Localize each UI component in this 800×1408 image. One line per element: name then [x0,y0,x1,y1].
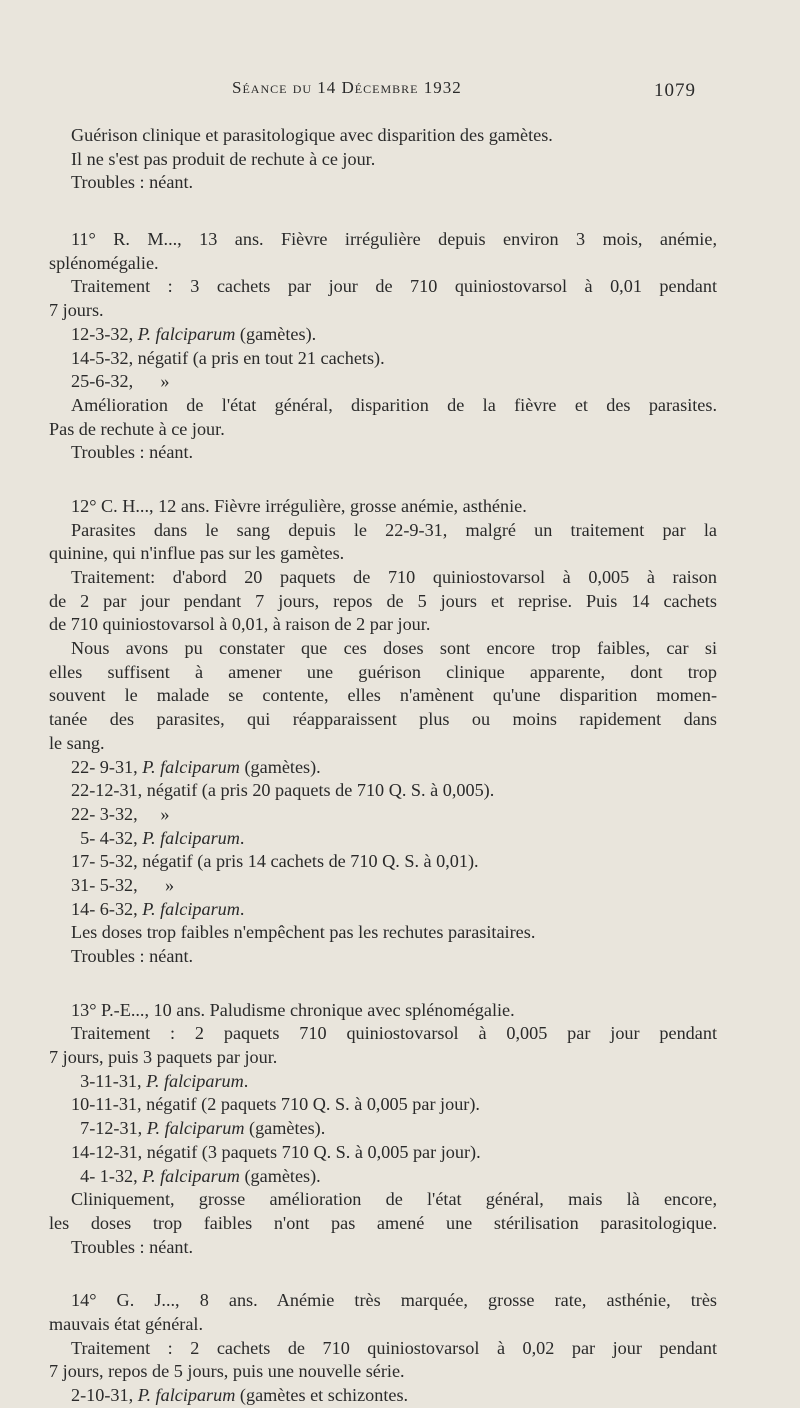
text-line: Pas de rechute à ce jour. [49,418,225,439]
text-line: 12° C. H..., 12 ans. Fièvre irrégulière, grosse anémie, asthénie. [71,495,527,516]
text-line: Troubles : néant. [71,172,194,193]
paragraph-gap [49,195,717,228]
text-line: le sang. [49,732,105,753]
text-line: elles suffisent à amener une guérison clinique apparente, dont trop [49,661,717,682]
text-line: 5- 4-32, P. falciparum. [71,827,245,848]
text-line: 31- 5-32, » [71,874,175,895]
paragraph-gap [49,1259,717,1289]
case-block [49,999,717,1260]
text-line: 7-12-31, P. falciparum (gamètes). [71,1118,326,1139]
text-line: Il ne s'est pas produit de rechute à ce jour. [71,148,376,169]
text-line: Nous avons pu constater que ces doses sont encore trop faibles, car si [71,638,717,659]
text-line: 12-3-32, P. falciparum (gamètes). [71,323,317,344]
text-line: 14-5-32, négatif (a pris en tout 21 cachets). [71,347,385,368]
text-line: tanée des parasites, qui réapparaissent plus ou moins rapidement dans [49,709,717,730]
text-line: Parasites dans le sang depuis le 22-9-31, malgré un traitement par la [71,519,717,540]
text-line: splénomégalie. [49,252,159,273]
text-line: Troubles : néant. [71,1236,194,1257]
text-line: 14° G. J..., 8 ans. Anémie très marquée, grosse rate, asthénie, très [71,1290,717,1311]
text-line: 17- 5-32, négatif (a pris 14 cachets de 710 Q. S. à 0,01). [71,851,479,872]
text-line: 13° P.-E..., 10 ans. Paludisme chronique avec splénomégalie. [71,999,515,1020]
text-line: les doses trop faibles n'ont pas amené une stérilisation parasitologique. [49,1212,717,1233]
text-line: 14- 6-32, P. falciparum. [71,898,245,919]
text-line: Traitement: d'abord 20 paquets de 710 quiniostovarsol à 0,005 à raison [71,567,717,587]
text-line: 25-6-32, » [71,371,170,392]
page-header [0,78,800,104]
text-line: Les doses trop faibles n'empêchent pas les rechutes parasitaires. [71,922,536,943]
text-line: 2-10-31, P. falciparum (gamètes et schizontes. [71,1385,409,1405]
text-line: 22-12-31, négatif (a pris 20 paquets de 710 Q. S. à 0,005). [71,780,495,801]
case-block [49,124,717,195]
text-line: de 710 quiniostovarsol à 0,01, à raison de 2 par jour. [49,614,431,635]
text-line: Traitement : 2 cachets de 710 quiniostovarsol à 0,02 par jour pendant [71,1337,717,1358]
text-line: 7 jours, repos de 5 jours, puis une nouvelle série. [49,1361,405,1382]
text-line: souvent le malade se contente, elles n'amènent qu'une disparition momen- [49,685,717,706]
case-block [49,1289,717,1407]
text-line: de 2 par jour pendant 7 jours, repos de 5 jours et reprise. Puis 14 cachets [49,590,717,611]
text-line: Traitement : 2 paquets 710 quiniostovarsol à 0,005 par jour pendant [71,1023,717,1044]
text-line: 3-11-31, P. falciparum. [71,1070,249,1091]
text-line: 7 jours. [49,300,104,321]
text-line: Troubles : néant. [71,946,194,966]
case-block [49,228,717,465]
paragraph-gap [49,969,717,999]
page-number: 1079 [654,80,696,101]
text-line: 10-11-31, négatif (2 paquets 710 Q. S. à 0,005 par jour). [71,1094,480,1115]
text-line: 14-12-31, négatif (3 paquets 710 Q. S. à 0,005 par jour). [71,1141,481,1162]
text-line: Guérison clinique et parasitologique avec disparition des gamètes. [71,125,553,145]
text-line: 4- 1-32, P. falciparum (gamètes). [71,1165,321,1186]
text-line: Troubles : néant. [71,442,194,463]
text-line: 7 jours, puis 3 paquets par jour. [49,1047,278,1068]
text-line: 11° R. M..., 13 ans. Fièvre irrégulière depuis environ 3 mois, anémie, [71,229,717,250]
text-line: Traitement : 3 cachets par jour de 710 quiniostovarsol à 0,01 pendant [71,276,717,297]
paragraph-gap [49,465,717,495]
body-text [49,124,717,1408]
text-line: quinine, qui n'influe pas sur les gamètes. [49,543,345,564]
text-line: 22- 3-32, » [71,803,170,824]
text-line: Cliniquement, grosse amélioration de l'état général, mais là encore, [71,1189,717,1210]
text-line: mauvais état général. [49,1313,204,1334]
text-line: Amélioration de l'état général, disparition de la fièvre et des parasites. [71,394,717,415]
text-line: 22- 9-31, P. falciparum (gamètes). [71,756,321,777]
running-title: Séance du 14 Décembre 1932 [232,78,462,97]
case-block [49,495,717,969]
